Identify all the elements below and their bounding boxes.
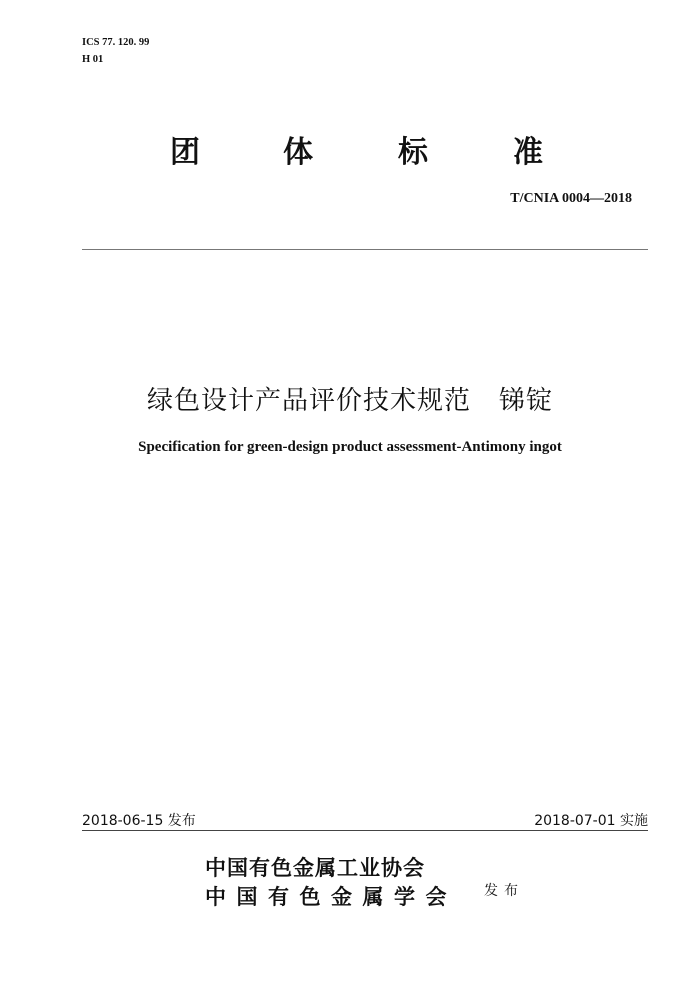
publisher-name: 中国有色金属学会 [205,884,457,909]
header-divider [82,249,648,250]
standard-type-char: 准 [513,135,543,170]
document-title-chinese [0,380,700,417]
standard-type-char: 标 [398,135,428,170]
issue-date: 2018-06-15 发布 [82,813,196,829]
title-main: 绿色设计产品评价技术规范 [146,386,471,416]
implementation-date: 2018-07-01 实施 [534,813,648,829]
standard-type-char: 体 [283,135,313,170]
classification-codes [82,34,149,68]
ccs-code: H 01 [82,54,104,65]
publisher-name: 中国有色金属工业协会 [205,855,425,880]
publish-label: 发布 [484,883,524,899]
footer-divider [82,830,648,831]
title-product: 锑锭 [499,386,554,416]
ics-code: ICS 77. 120. 99 [82,37,150,48]
publisher-list [205,853,457,911]
standard-type-heading [0,133,700,173]
standard-type-char: 团 [170,135,200,170]
document-title-english: Specification for green-design product assessment-Antimony ingot [138,439,562,455]
standard-number: T/CNIA 0004—2018 [510,191,632,206]
